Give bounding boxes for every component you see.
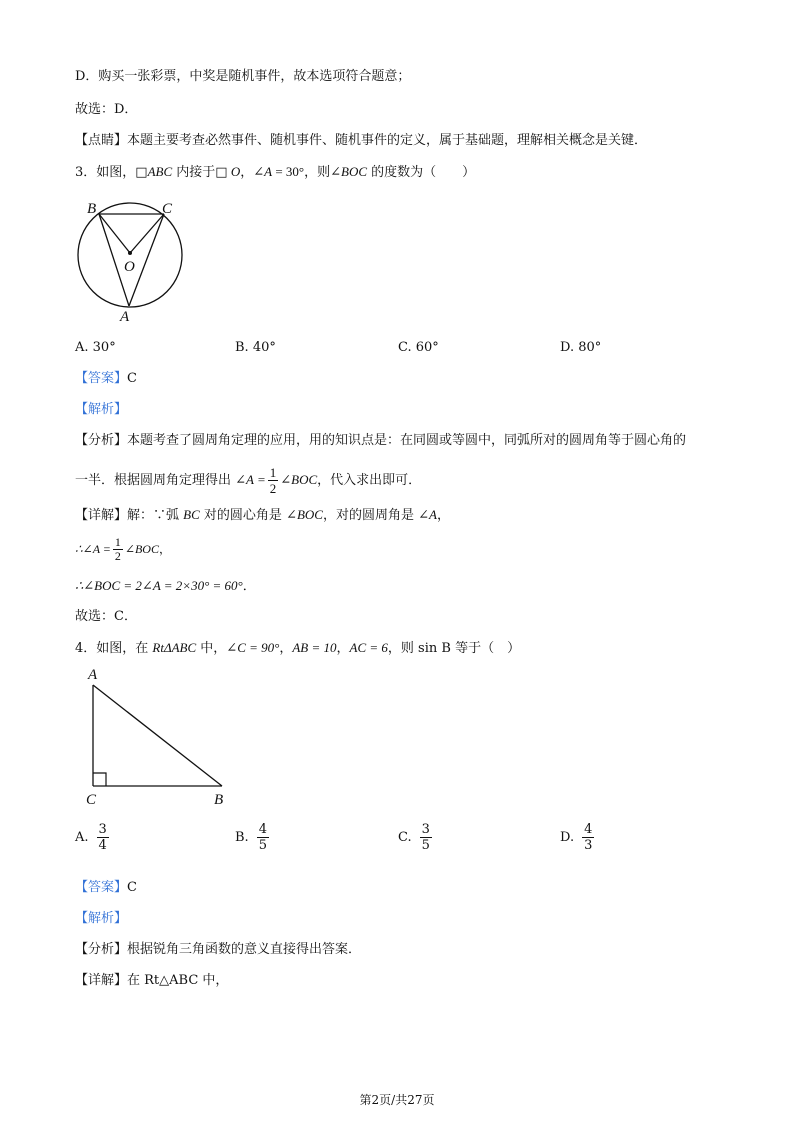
text: ，对的圆周角是 [322, 508, 419, 523]
math: AB = 10 [292, 640, 337, 655]
math: AC = 6 [349, 640, 388, 655]
text: 内接于 [172, 165, 216, 180]
text: ，则 [304, 165, 331, 180]
answer-line [75, 879, 137, 897]
option-b[interactable]: B. 40° [235, 340, 276, 355]
math: ∠A [253, 164, 273, 179]
text: ， [336, 641, 350, 656]
option-d[interactable] [560, 822, 596, 853]
fraction: $\frac{1}{2}$ [269, 465, 277, 496]
fraction: $\frac{1}{2}$ [114, 535, 121, 563]
answer-line [75, 370, 137, 388]
text: 根据锐角三角函数的意义直接得出答案． [127, 942, 362, 957]
page-number: 第2页/共27页 [359, 1093, 435, 1107]
text: ，代入求出即可． [317, 473, 422, 488]
text: 在 Rt△ABC 中， [127, 973, 229, 988]
math: O [227, 164, 241, 179]
tag-fenxi: 【分析】 [75, 942, 128, 957]
option-label: D. [560, 830, 575, 845]
math: ABC [147, 164, 173, 179]
option-c[interactable]: C. 60° [398, 340, 439, 355]
text-line [75, 132, 647, 150]
label-b: B [214, 792, 224, 808]
text-line: D．购买一张彩票，中奖是随机事件，故本选项符合题意； [75, 69, 411, 84]
choose-line: 故选：C． [75, 609, 137, 624]
fraction: $\frac{3}{5}$ [421, 822, 430, 853]
text: 一半．根据圆周角定理得出 [75, 473, 236, 488]
text: ， [158, 542, 171, 556]
question-3-stem: 3．如图，□ABC 内接于□ O，∠A = 30°，则∠BOC 的度数为（ ） [75, 164, 476, 180]
text: 解：∵弧 [127, 508, 184, 523]
text: 对的圆心角是 [199, 508, 287, 523]
label-a: A [120, 309, 130, 325]
detail-line-3 [75, 577, 256, 596]
text: 4．如图，在 [75, 641, 153, 656]
math: ∠BOC [286, 507, 323, 522]
option-a[interactable] [75, 822, 111, 853]
option-b[interactable] [235, 822, 271, 853]
answer-value: C [127, 880, 137, 895]
math: ∴∠A = [75, 542, 111, 556]
math: ∠BOC [330, 164, 368, 179]
label-c: C [162, 201, 173, 217]
label-c: C [86, 792, 97, 808]
circle-symbol: □ [215, 165, 228, 180]
question-4-stem [75, 639, 520, 658]
tag-fenxi: 【分析】 [75, 433, 128, 448]
tag-answer: 【答案】 [75, 880, 128, 895]
fenxi-line-2 [75, 462, 421, 499]
text: ， [436, 508, 450, 523]
text: 的度数为（ ） [367, 165, 476, 180]
tag-detail: 【详解】 [75, 973, 128, 988]
tag-analysis: 【解析】 [75, 402, 128, 417]
text: ，则 sin B 等于（ ） [387, 641, 521, 656]
math: RtΔABC [152, 640, 197, 655]
text: 3．如图， [75, 165, 136, 180]
option-a[interactable]: A. 30° [75, 340, 116, 355]
label-a: A [88, 667, 98, 683]
math: ∠C = 90° [226, 640, 280, 655]
math: ∠BOC [124, 542, 159, 556]
text: 本题考查了圆周角定理的应用，用的知识点是：在同圆或等圆中，同弧所对的圆周角等于圆心角的 [127, 433, 687, 448]
label-o: O [124, 259, 135, 275]
option-label: B. [235, 830, 249, 845]
tag-detail: 【详解】 [75, 508, 128, 523]
detail-line-2 [75, 532, 171, 566]
label-b: B [87, 201, 97, 217]
math: ∠A [418, 507, 437, 522]
right-triangle-figure [82, 665, 232, 810]
math: ∴∠BOC = 2∠A = 2×30° = 60° [75, 578, 243, 593]
tag-dianjing: 【点睛】 [75, 133, 128, 148]
fraction: $\frac{3}{4}$ [98, 822, 107, 853]
triangle-symbol: □ [135, 165, 148, 180]
math: = 30° [272, 164, 305, 179]
tag-analysis: 【解析】 [75, 911, 128, 926]
text: ， [279, 641, 293, 656]
detail-line [75, 506, 450, 525]
math: ∠BOC [280, 472, 318, 487]
detail-line [75, 972, 228, 990]
math: BC [183, 507, 200, 522]
text: 本题主要考查必然事件、随机事件、随机事件的定义，属于基础题，理解相关概念是关键． [127, 133, 648, 148]
text-line: 故选：D． [75, 102, 138, 117]
fenxi-line [75, 432, 686, 450]
option-c[interactable] [398, 822, 434, 853]
math: ∠A = [235, 472, 266, 487]
fenxi-line [75, 941, 361, 959]
text: ． [242, 579, 256, 594]
option-d[interactable]: D. 80° [560, 340, 602, 355]
option-label: C. [398, 830, 412, 845]
analysis-line [75, 910, 127, 928]
answer-value: C [127, 371, 137, 386]
option-label: A. [75, 830, 89, 845]
text: 中， [196, 641, 227, 656]
tag-answer: 【答案】 [75, 371, 128, 386]
circle-figure [72, 195, 197, 325]
fraction: $\frac{4}{3}$ [584, 822, 593, 853]
fraction: $\frac{4}{5}$ [258, 822, 267, 853]
analysis-line [75, 401, 127, 419]
